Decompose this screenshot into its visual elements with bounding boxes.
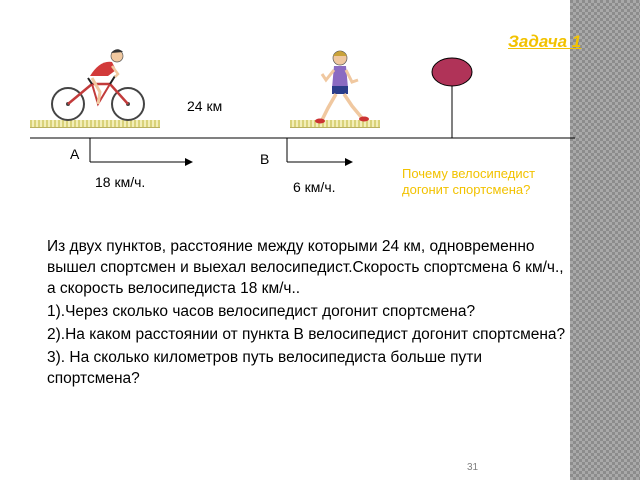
- slide-title: Задача 1: [508, 32, 582, 51]
- arrow-b-head: [345, 158, 353, 166]
- page-number: 31: [467, 462, 479, 473]
- runner-icon: [315, 51, 369, 124]
- point-b-label: В: [260, 151, 270, 167]
- question-1: 1).Через сколько часов велосипедист догонит спортсмена?: [47, 303, 476, 320]
- finish-flag-icon: [432, 58, 472, 86]
- distance-label: 24 км: [187, 98, 223, 114]
- problem-intro: Из двух пунктов, расстояние между которыми 24 км, одновременно вышел спортсмен и выехал велосипедист.Скорость спортсмена 6 км/ч., а скорость велосипедиста 18 км/ч..: [47, 238, 564, 297]
- arrow-a-head: [185, 158, 193, 166]
- question-note: Почему велосипедист догонит спортсмена?: [402, 166, 536, 197]
- cyclist-icon: [52, 49, 144, 120]
- question-2: 2).На каком расстоянии от пункта В велосипедист догонит спортсмена?: [47, 326, 566, 343]
- point-a-label: А: [70, 146, 80, 162]
- question-3: 3). На сколько километров путь велосипедиста больше пути спортсмена?: [47, 349, 482, 387]
- problem-text: [47, 236, 567, 391]
- runner-speed-label: 6 км/ч.: [293, 179, 336, 195]
- cyclist-speed-label: 18 км/ч.: [95, 174, 146, 190]
